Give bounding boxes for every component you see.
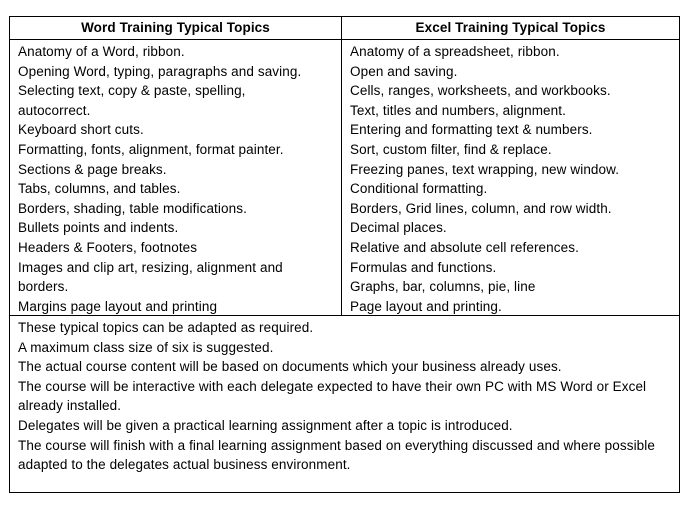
excel-topic: Relative and absolute cell references. bbox=[350, 239, 579, 255]
note-line: These typical topics can be adapted as required. bbox=[18, 320, 314, 335]
excel-topic: Freezing panes, text wrapping, new window. bbox=[350, 161, 620, 177]
excel-topic: Sort, custom filter, find & replace. bbox=[350, 141, 552, 157]
training-topics-table bbox=[9, 16, 680, 493]
word-topic: Formatting, fonts, alignment, format painter. bbox=[18, 141, 284, 157]
word-topic: Selecting text, copy & paste, spelling, bbox=[18, 83, 246, 99]
excel-topic: Graphs, bar, columns, pie, line bbox=[350, 279, 536, 295]
word-topic: Margins page layout and printing bbox=[18, 298, 218, 314]
excel-topic: Open and saving. bbox=[350, 63, 458, 79]
word-topics-cell bbox=[10, 40, 342, 315]
note-line: Delegates will be given a practical learning assignment after a topic is introduced. bbox=[18, 417, 513, 433]
excel-topic: Anatomy of a spreadsheet, ribbon. bbox=[350, 44, 560, 59]
excel-topic: Decimal places. bbox=[350, 220, 447, 236]
word-topic: Opening Word, typing, paragraphs and saving. bbox=[18, 63, 302, 79]
excel-topic: Formulas and functions. bbox=[350, 259, 497, 275]
word-topic: borders. bbox=[18, 279, 69, 295]
excel-topic: Conditional formatting. bbox=[350, 181, 488, 197]
word-topic: Keyboard short cuts. bbox=[18, 122, 144, 138]
word-topic: Headers & Footers, footnotes bbox=[18, 239, 198, 255]
excel-topic: Text, titles and numbers, alignment. bbox=[350, 102, 566, 118]
word-topic: Borders, shading, table modifications. bbox=[18, 200, 247, 216]
excel-topic: Cells, ranges, worksheets, and workbooks. bbox=[350, 83, 611, 99]
note-line: The course will be interactive with each delegate expected to have their own PC with MS Word or Excel already installed. bbox=[18, 378, 647, 414]
excel-topic: Page layout and printing. bbox=[350, 298, 502, 314]
word-topic: Sections & page breaks. bbox=[18, 161, 167, 177]
note-line: The course will finish with a final learning assignment based on everything discussed and where possible adapted to the delegates actual business environment. bbox=[18, 437, 655, 473]
word-topic: Anatomy of a Word, ribbon. bbox=[18, 44, 185, 59]
note-line: The actual course content will be based on documents which your business already uses. bbox=[18, 359, 562, 375]
excel-topic: Entering and formatting text & numbers. bbox=[350, 122, 593, 138]
word-header: Word Training Typical Topics bbox=[10, 17, 342, 39]
header-row bbox=[10, 17, 679, 40]
excel-topic: Borders, Grid lines, column, and row width. bbox=[350, 200, 612, 216]
word-topic: Images and clip art, resizing, alignment and bbox=[18, 259, 283, 275]
topics-row bbox=[10, 40, 679, 316]
word-topic: Bullets points and indents. bbox=[18, 220, 179, 236]
excel-topics-cell bbox=[342, 40, 679, 315]
word-topic: Tabs, columns, and tables. bbox=[18, 181, 181, 197]
notes-cell bbox=[10, 316, 679, 475]
excel-header: Excel Training Typical Topics bbox=[415, 20, 606, 35]
word-topic: autocorrect. bbox=[18, 102, 91, 118]
note-line: A maximum class size of six is suggested. bbox=[18, 339, 274, 355]
